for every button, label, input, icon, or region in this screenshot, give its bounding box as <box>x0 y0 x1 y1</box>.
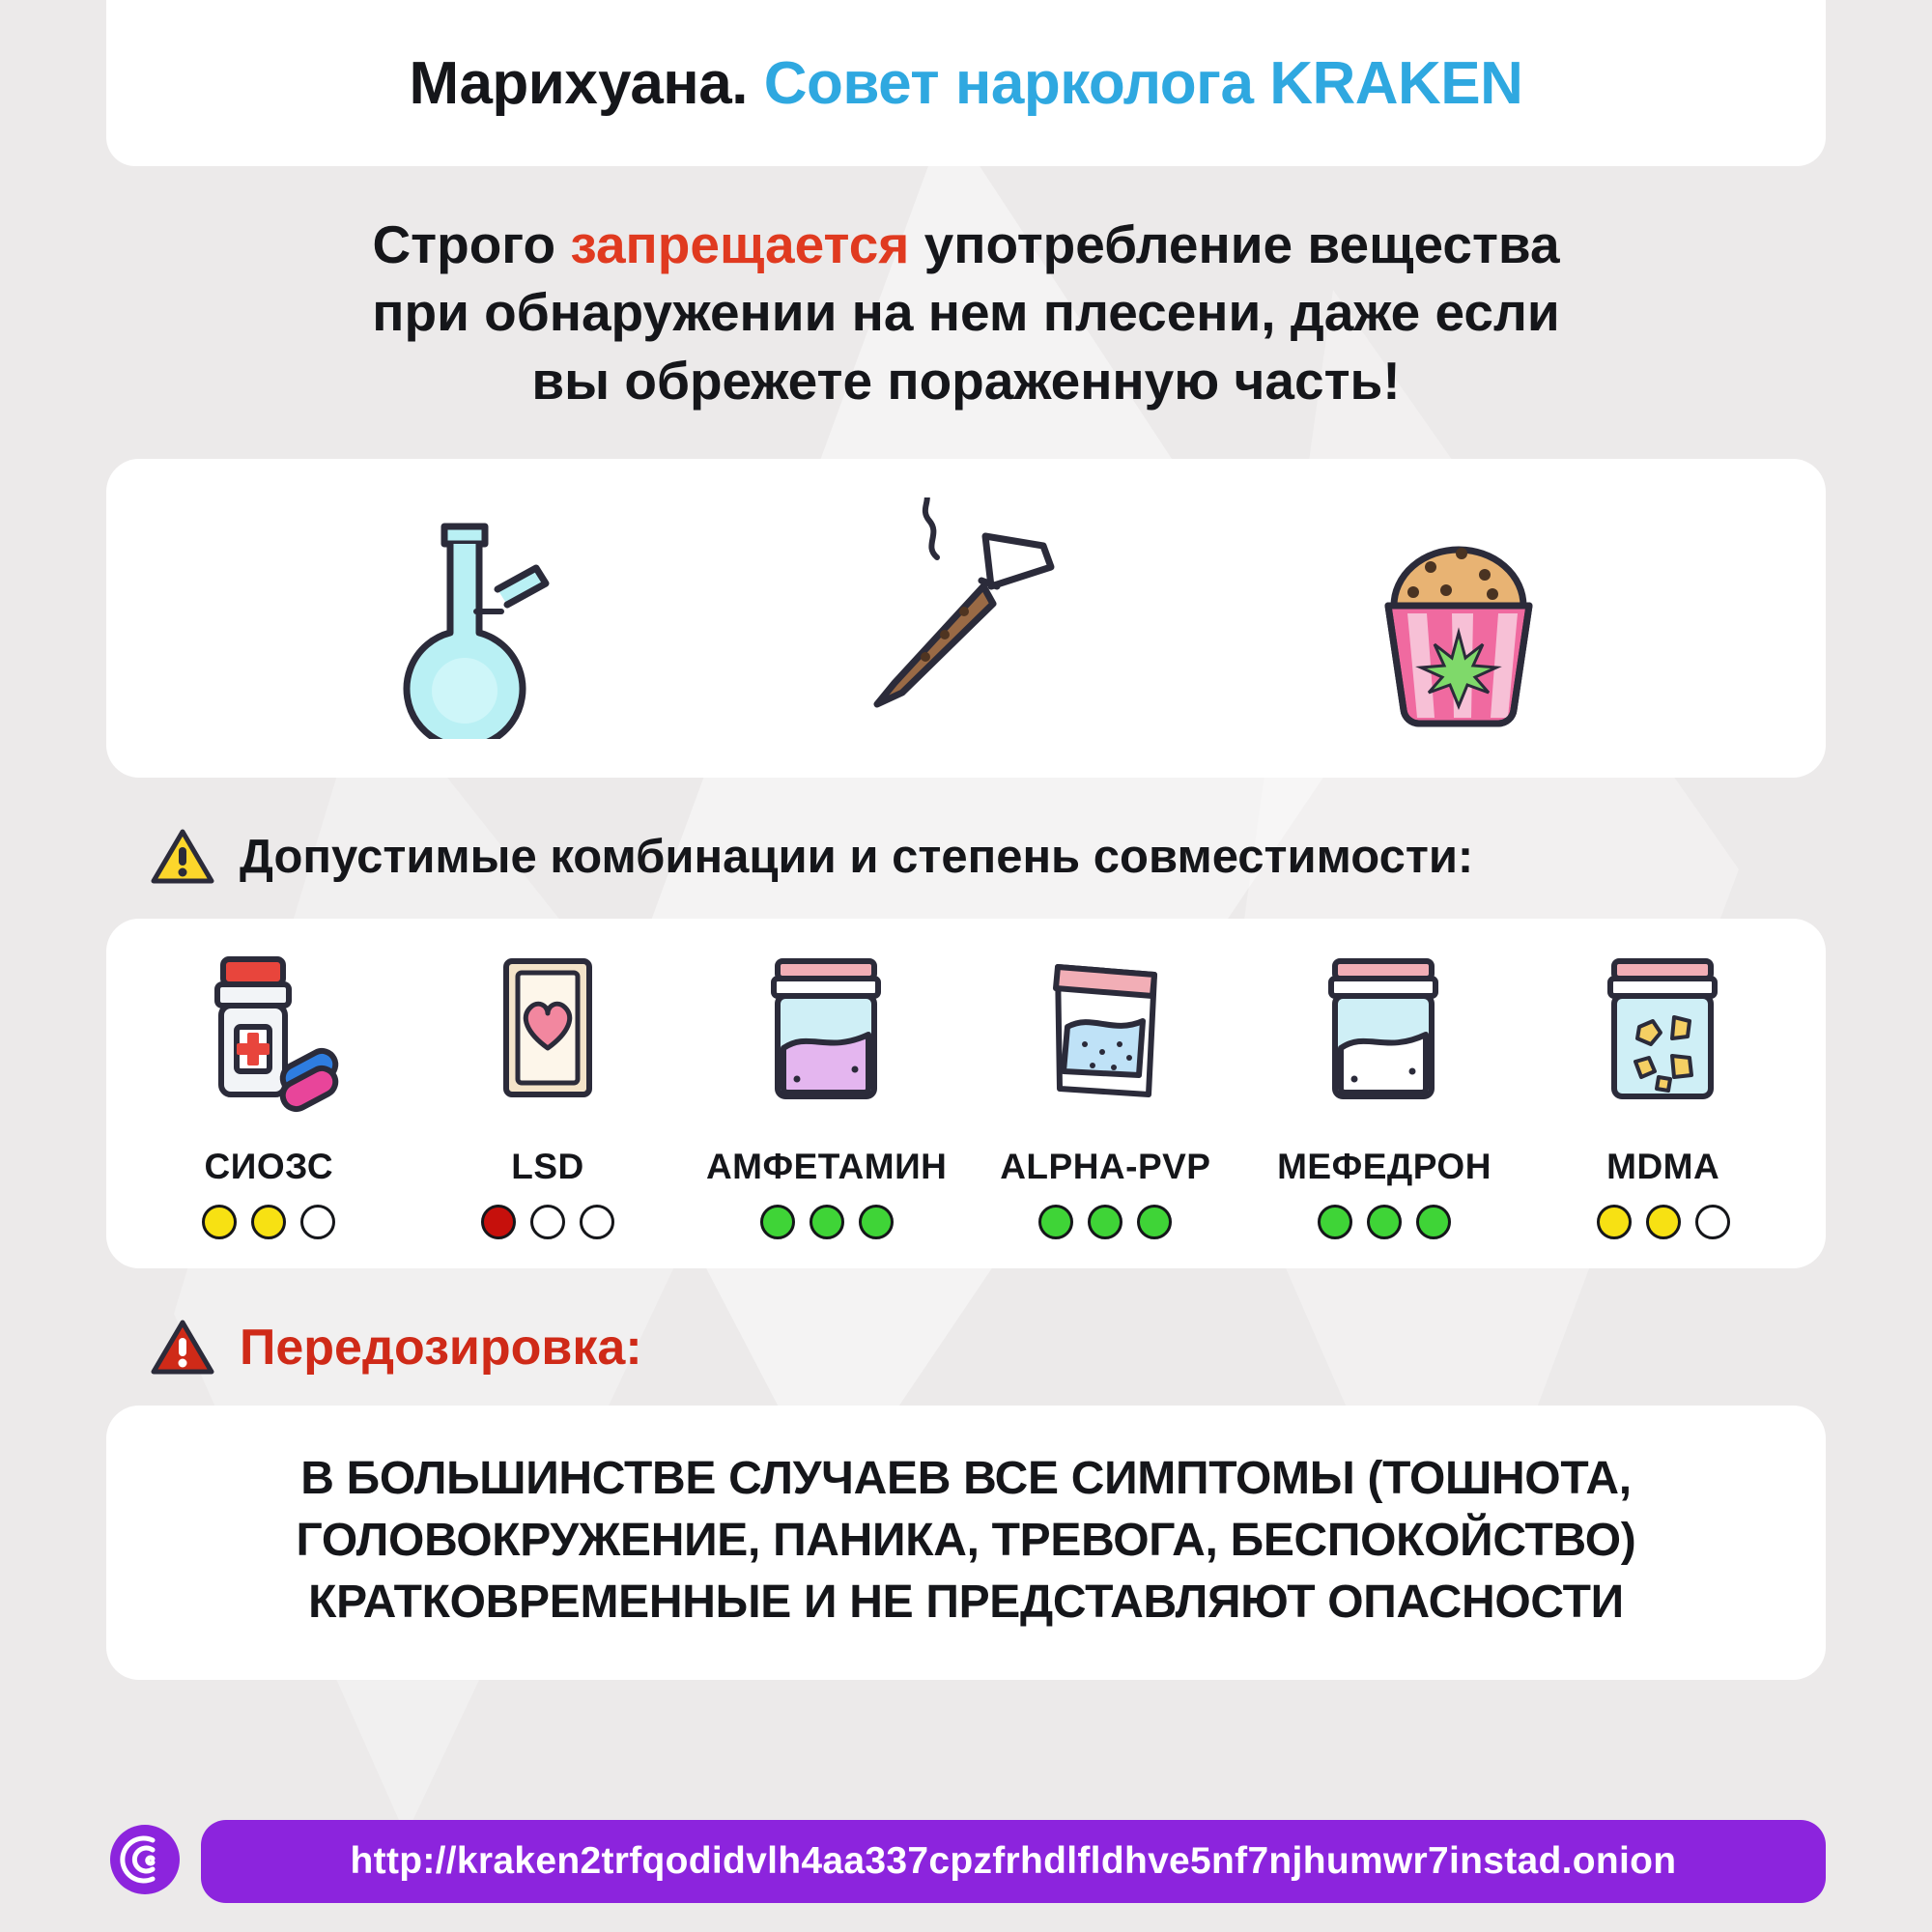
combo-label: АМФЕТАМИН <box>705 1147 948 1187</box>
combo-label: LSD <box>511 1147 584 1187</box>
combinations-card <box>106 919 1826 1268</box>
combo-art <box>1293 944 1476 1127</box>
compatibility-dots <box>760 1205 894 1239</box>
warning-line-1-post: употребление вещества <box>909 214 1560 274</box>
joint-icon <box>840 497 1092 739</box>
method-cupcake <box>1338 497 1579 739</box>
kraken-spiral-logo <box>106 1821 184 1898</box>
dot-3 <box>1695 1205 1730 1239</box>
dot-2 <box>810 1205 844 1239</box>
lsd-blotter-icon <box>456 944 639 1127</box>
page-title-part1: Марихуана. <box>409 49 748 117</box>
dot-1 <box>1318 1205 1352 1239</box>
zip-jar-crystal-icon <box>1572 944 1755 1127</box>
consumption-methods-card <box>106 459 1826 778</box>
overdose-line-1: В БОЛЬШИНСТВЕ СЛУЧАЕВ ВСЕ СИМПТОМЫ (ТОШНОТА, <box>300 1453 1632 1505</box>
dot-3 <box>859 1205 894 1239</box>
dot-3 <box>300 1205 335 1239</box>
dot-2 <box>1646 1205 1681 1239</box>
warning-emphasis: запрещается <box>570 214 910 274</box>
zip-jar-pink-icon <box>735 944 919 1127</box>
method-joint <box>840 497 1092 739</box>
overdose-section-heading <box>106 1319 1826 1377</box>
compatibility-dots <box>202 1205 335 1239</box>
combo-art <box>1572 944 1755 1127</box>
dot-2 <box>530 1205 565 1239</box>
page-title-part2: Совет нарколога KRAKEN <box>763 49 1523 117</box>
combo-art <box>177 944 360 1127</box>
zip-bag-blue-icon <box>1013 944 1197 1127</box>
header-card <box>106 0 1826 166</box>
bong-icon <box>353 497 594 739</box>
dot-3 <box>1137 1205 1172 1239</box>
combo-label: MDMA <box>1606 1147 1720 1187</box>
combo-item-mdma <box>1523 944 1803 1239</box>
overdose-line-3: КРАТКОВРЕМЕННЫЕ И НЕ ПРЕДСТАВЛЯЮТ ОПАСНОСТИ <box>308 1576 1624 1628</box>
pill-bottle-icon <box>177 944 360 1127</box>
cannabis-cupcake-icon <box>1338 497 1579 739</box>
combo-label: МЕФЕДРОН <box>1277 1147 1492 1187</box>
compatibility-dots <box>1318 1205 1451 1239</box>
combo-item-lsd <box>409 944 688 1239</box>
warning-line-1 <box>126 211 1806 278</box>
warning-line-2: при обнаружении на нем плесени, даже если <box>372 282 1560 343</box>
dot-2 <box>251 1205 286 1239</box>
dot-1 <box>202 1205 237 1239</box>
footer <box>106 1820 1826 1903</box>
dot-1 <box>1038 1205 1073 1239</box>
compatibility-dots <box>1597 1205 1730 1239</box>
combo-label: СИОЗС <box>204 1147 334 1187</box>
combo-art <box>1013 944 1197 1127</box>
page-title <box>410 49 1523 118</box>
combos-section-heading <box>106 828 1826 886</box>
zip-jar-white-icon <box>1293 944 1476 1127</box>
warning-line-3: вы обрежете пораженную часть! <box>531 350 1401 411</box>
warning-line-1-pre: Строго <box>372 214 571 274</box>
overdose-card <box>106 1406 1826 1679</box>
combo-item-amphetamine <box>687 944 966 1239</box>
dot-2 <box>1367 1205 1402 1239</box>
brand-logo <box>106 1821 184 1903</box>
overdose-heading-label: Передозировка: <box>240 1320 642 1377</box>
combo-label: ALPHA-PVP <box>1000 1147 1211 1187</box>
warning-triangle-red-icon <box>151 1319 214 1377</box>
dot-3 <box>1416 1205 1451 1239</box>
compatibility-dots <box>481 1205 614 1239</box>
overdose-line-2: ГОЛОВОКРУЖЕНИЕ, ПАНИКА, ТРЕВОГА, БЕСПОКОЙСТВО) <box>296 1515 1636 1566</box>
combo-item-alpha-pvp <box>966 944 1245 1239</box>
combo-art <box>735 944 919 1127</box>
dot-1 <box>481 1205 516 1239</box>
warning-paragraph <box>106 211 1826 414</box>
onion-url[interactable]: http://kraken2trfqodidvlh4aa337cpzfrhdlfldhve5nf7njhumwr7instad.onion <box>201 1820 1826 1903</box>
method-bong <box>353 497 594 739</box>
compatibility-dots <box>1038 1205 1172 1239</box>
combo-item-ssri <box>129 944 409 1239</box>
warning-triangle-yellow-icon <box>151 828 214 886</box>
dot-1 <box>760 1205 795 1239</box>
combo-item-mephedrone <box>1245 944 1524 1239</box>
combo-art <box>456 944 639 1127</box>
dot-2 <box>1088 1205 1122 1239</box>
dot-1 <box>1597 1205 1632 1239</box>
combos-heading-label: Допустимые комбинации и степень совместимости: <box>240 831 1474 884</box>
dot-3 <box>580 1205 614 1239</box>
